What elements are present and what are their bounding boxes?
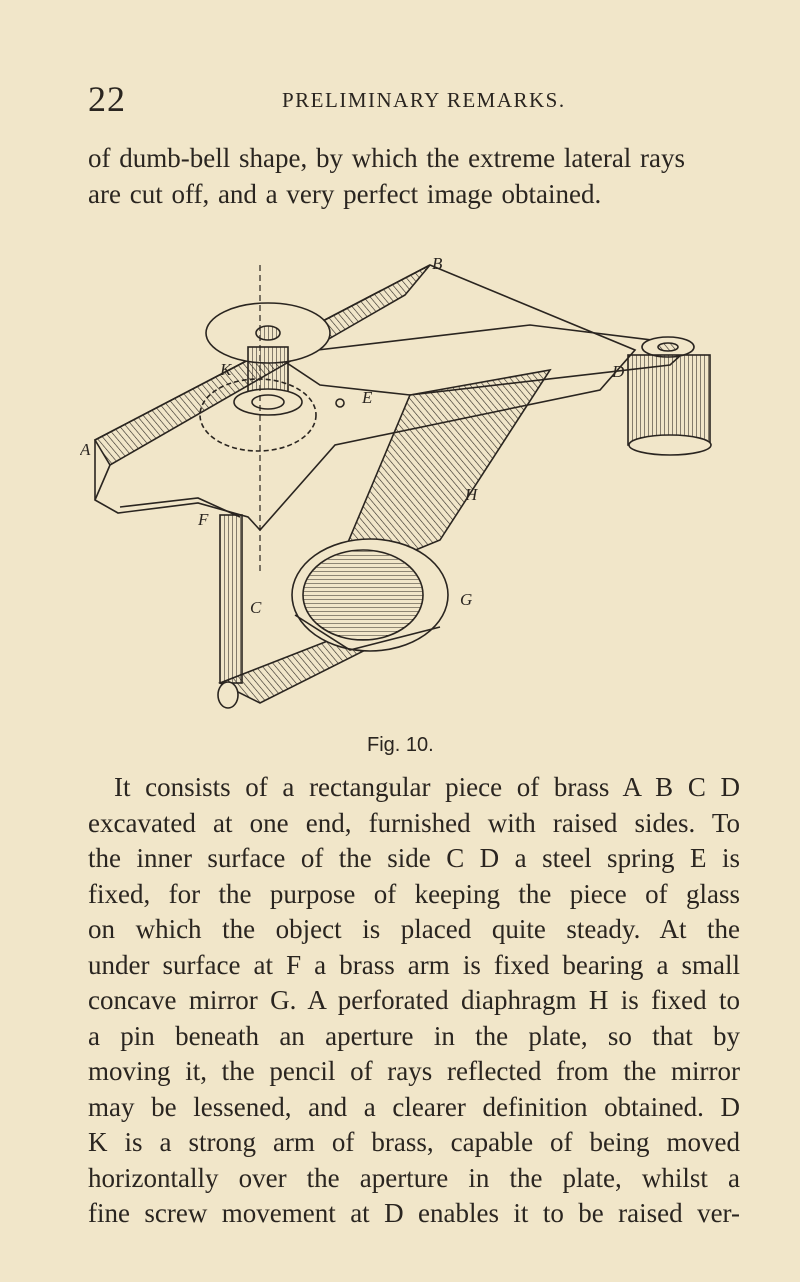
label-d: D: [612, 362, 625, 381]
label-g: G: [460, 590, 473, 609]
paragraph-line: fine screw movement at D enables it to be raised ver-: [88, 1198, 740, 1228]
paragraph-line: under surface at F a brass arm is fixed bearing a small: [88, 949, 740, 980]
paragraph-line: fixed, for the purpose of keeping the piece of glass: [88, 878, 740, 909]
paragraph-top: [88, 140, 738, 212]
paragraph-line: excavated at one end, furnished with raised sides. To: [88, 807, 740, 838]
paragraph-top-line: are cut off, and a very perfect image obtained.: [88, 179, 602, 209]
paragraph-top-line: of dumb-bell shape, by which the extreme lateral rays: [88, 143, 686, 173]
compressor-apparatus-illustration: [80, 255, 720, 725]
paragraph-line: moving it, the pencil of rays reflected from the mirror: [88, 1056, 740, 1086]
page-number: 22: [88, 79, 126, 119]
paragraph-line: concave mirror G. A perforated diaphragm H is fixed to: [88, 985, 740, 1015]
figure-caption: Fig. 10.: [367, 734, 434, 756]
label-e: E: [362, 388, 373, 407]
paragraph-line: It consists of a rectangular piece of brass A B C D: [114, 772, 740, 802]
paragraph-line: K is a strong arm of brass, capable of being moved: [88, 1127, 740, 1157]
paragraph-line: may be lessened, and a clearer definition obtained. D: [88, 1091, 740, 1122]
label-c: C: [250, 598, 262, 617]
paragraph-line: a pin beneath an aperture in the plate, so that by: [88, 1020, 740, 1051]
label-b: B: [432, 255, 443, 273]
label-h: H: [465, 485, 478, 504]
label-a: A: [80, 440, 91, 459]
label-k: K: [220, 360, 232, 379]
figure-engraving: [80, 255, 720, 725]
paragraph-line: the inner surface of the side C D a steel spring E is: [88, 843, 740, 873]
label-f: F: [198, 510, 209, 529]
paragraph-main: [88, 770, 740, 1232]
paragraph-line: horizontally over the aperture in the plate, whilst a: [88, 1162, 740, 1193]
paragraph-line: on which the object is placed quite steady. At the: [88, 914, 740, 944]
running-head: PRELIMINARY REMARKS.: [282, 88, 566, 112]
